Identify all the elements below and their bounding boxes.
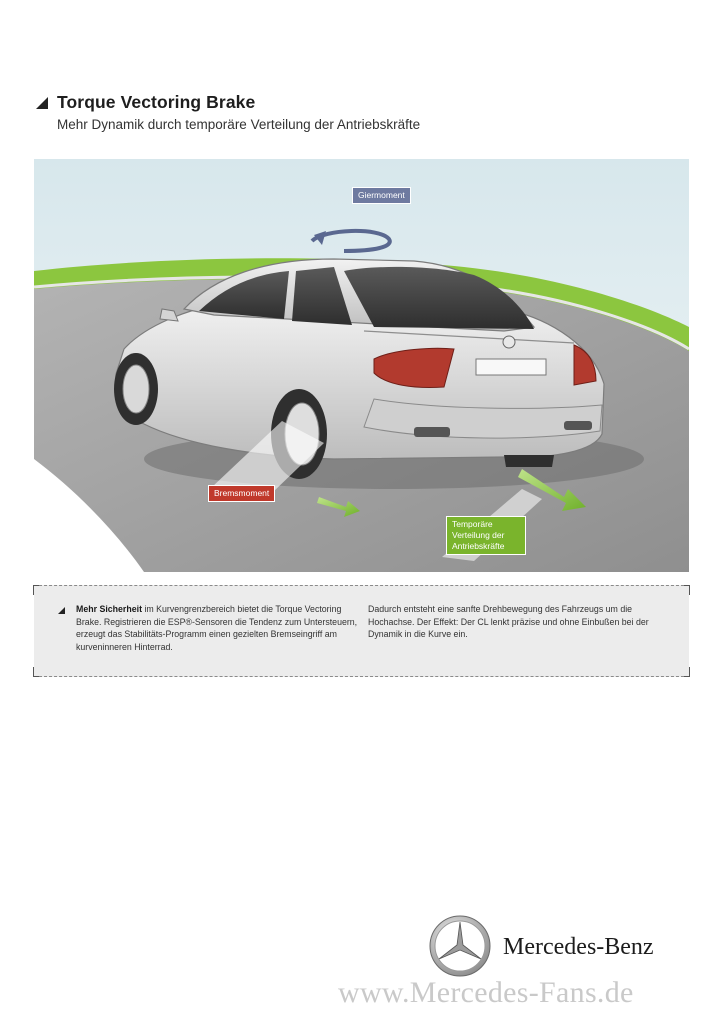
exhaust-right [564, 421, 592, 430]
info-triangle-icon [58, 607, 65, 614]
page-title: Torque Vectoring Brake [57, 92, 256, 112]
title-row [36, 92, 686, 113]
info-box [34, 585, 689, 677]
corner-mark [684, 585, 690, 595]
car-illustration [34, 159, 689, 572]
corner-mark [33, 585, 39, 595]
info-text-right: Dadurch entsteht eine sanfte Drehbewegung des Fahrzeugs um die Hochachse. Der Effekt: Der CL lenkt präzise und ohne Einbußen bei der Dynamik in die Kurve ein. [368, 604, 649, 640]
distribution-label [446, 516, 526, 555]
corner-mark [33, 667, 39, 677]
page-subtitle: Mehr Dynamik durch temporäre Verteilung der Antriebskräfte [57, 117, 421, 132]
license-plate [476, 359, 546, 375]
info-text-left [76, 603, 366, 653]
header [36, 92, 686, 132]
far-rear-wheel [504, 455, 554, 467]
distribution-label-line1: Temporäre [452, 519, 493, 529]
triangle-marker-icon [36, 97, 48, 109]
distribution-label-line2: Verteilung der [452, 530, 505, 540]
brand-name: Mercedes-Benz [503, 934, 654, 960]
exhaust-left [414, 427, 450, 437]
mercedes-star-logo-icon [428, 914, 492, 978]
car-illustration-svg [34, 159, 689, 572]
yaw-moment-label: Giermoment [352, 187, 411, 204]
rear-badge [503, 336, 515, 348]
front-rim [123, 365, 149, 413]
brake-moment-label: Bremsmoment [208, 485, 275, 502]
info-left-body: im Kurvengrenzbereich bietet die Torque Vectoring Brake. Registrieren die ESP®-Sensoren die Tendenz zum Untersteuern, erzeugt das Stabilitäts-Programm einen gezielten Bremseingriff am kurveninneren Hinterrad. [76, 604, 358, 652]
corner-mark [684, 667, 690, 677]
distribution-label-line3: Antriebskräfte [452, 541, 505, 551]
watermark: www.Mercedes-Fans.de [338, 976, 634, 1009]
info-bold-lead: Mehr Sicherheit [76, 604, 142, 614]
